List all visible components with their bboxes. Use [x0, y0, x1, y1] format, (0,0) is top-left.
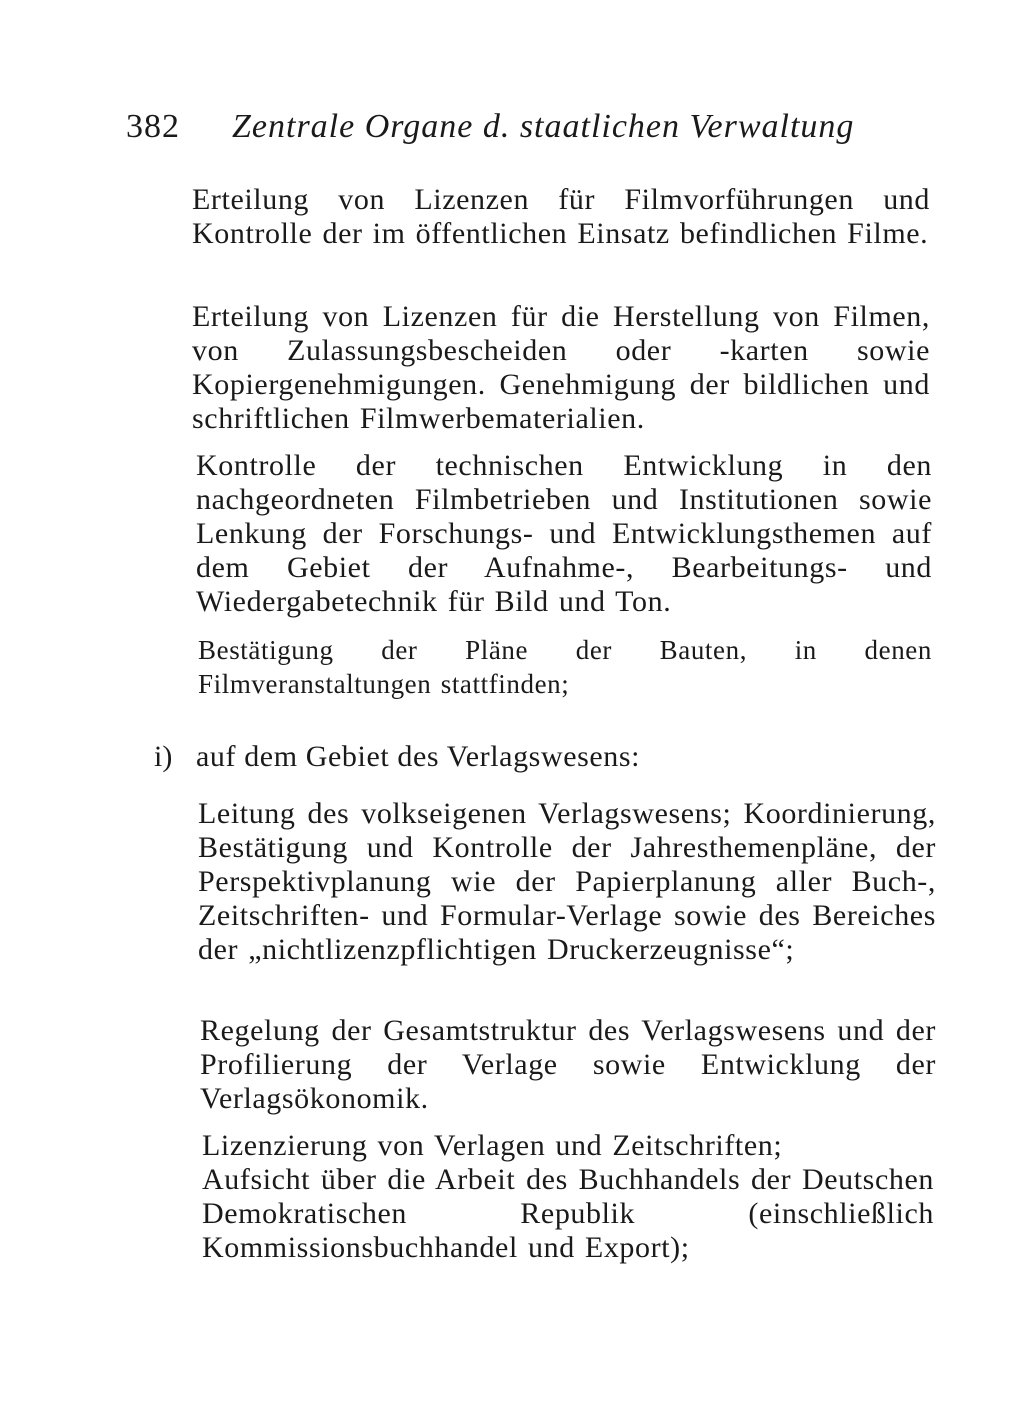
paragraph-bookstore-supervision: Aufsicht über die Arbeit des Buchhandels der Deutschen Demokratischen Republik (einschließlich Kommissionsbuchhandel und Export); [202, 1163, 934, 1264]
section-heading: auf dem Gebiet des Verlagswesens: [196, 740, 641, 773]
running-title: Zentrale Organe d. staatlichen Verwaltung [232, 108, 855, 145]
paragraph-production-licenses: Erteilung von Lizenzen für die Herstellung von Filmen, von Zulassungsbescheiden oder -karten sowie Kopiergenehmigungen. Genehmigung der bildlichen und schriftlichen Filmwerbematerialien. [192, 300, 930, 435]
paragraph-film-licenses: Erteilung von Lizenzen für Filmvorführungen und Kontrolle der im öffentlichen Einsatz befindlichen Filme. [192, 183, 930, 250]
section-label: i) [154, 740, 173, 773]
paragraph-publishing-structure: Regelung der Gesamtstruktur des Verlagswesens und der Profilierung der Verlage sowie Entwicklung der Verlagsökonomik. [200, 1014, 936, 1115]
paragraph-technical-development: Kontrolle der technischen Entwicklung in den nachgeordneten Filmbetrieben und Institutionen sowie Lenkung der Forschungs- und Entwicklungsthemen auf dem Gebiet der Aufnahme-, Bearbeitungs- und Wiedergabetechnik für Bild und Ton. [196, 449, 932, 618]
paragraph-publishing-management: Leitung des volkseigenen Verlagswesens; Koordinierung, Bestätigung und Kontrolle der Jahresthemenpläne, der Perspektivplanung wie der Papierplanung aller Buch-, Zeitschriften- und Formular-Verlage sowie des Bereiches der „nichtlizenzpflichtigen Druckerzeugnisse“; [198, 797, 936, 966]
paragraph-publisher-licensing: Lizenzierung von Verlagen und Zeitschriften; [202, 1129, 783, 1162]
page-header [126, 108, 855, 158]
paragraph-building-plans: Bestätigung der Pläne der Bauten, in denen Filmveranstaltungen stattfinden; [198, 635, 932, 699]
page-number: 382 [126, 108, 180, 145]
